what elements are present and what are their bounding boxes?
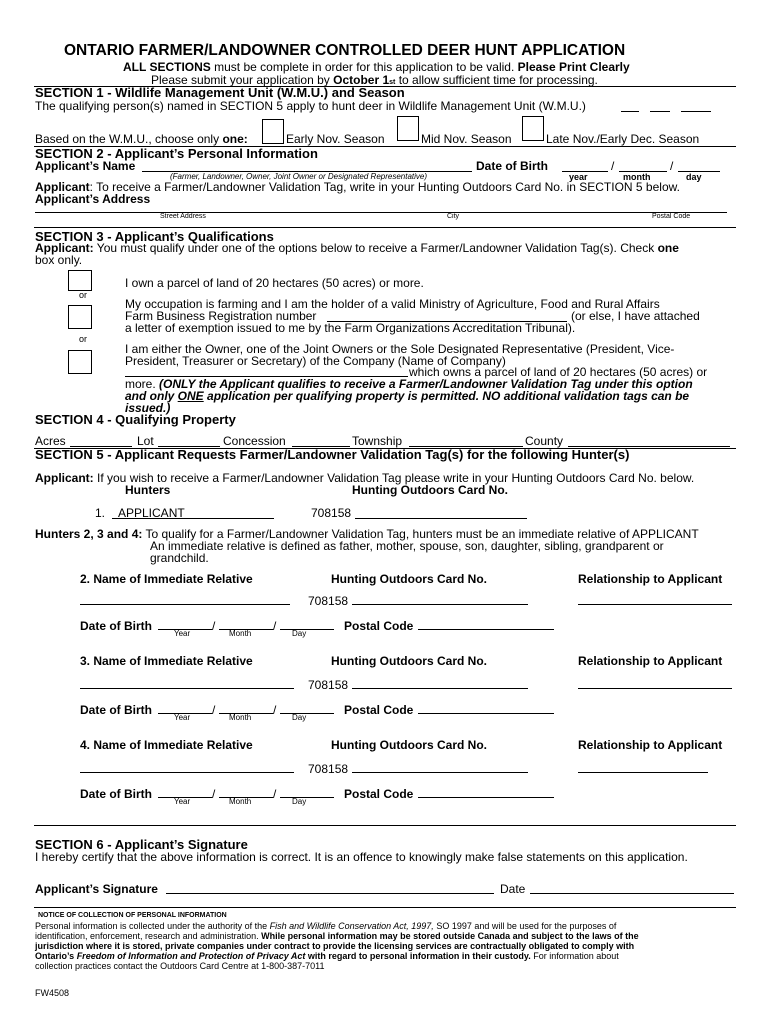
relative2-postal-label: Postal Code — [344, 619, 414, 633]
acres-label: Acres — [35, 434, 66, 448]
hunters-col-header: Hunters — [125, 483, 171, 497]
city-hint: City — [447, 213, 460, 220]
relative4-postal-field[interactable] — [418, 797, 554, 798]
hunter1-card-field[interactable] — [355, 518, 527, 519]
late-nov-label: Late Nov./Early Dec. Season — [546, 132, 700, 146]
notice-line-2: identification, enforcement, research and administration. While personal information may be stored outside Canada and subject to the laws of the — [35, 931, 639, 941]
relative4-label: 4. Name of Immediate Relative — [80, 738, 253, 752]
notice-heading: NOTICE OF COLLECTION OF PERSONAL INFORMATION — [38, 912, 227, 919]
year-hint: Year — [174, 629, 191, 638]
form-title: ONTARIO FARMER/LANDOWNER CONTROLLED DEER HUNT APPLICATION — [64, 42, 626, 59]
relative3-rel-header: Relationship to Applicant — [578, 654, 723, 668]
owner-label-5: and only ONE application per qualifying property is permitted. NO additional validation tags can be — [125, 389, 690, 403]
mid-nov-checkbox[interactable] — [397, 116, 419, 141]
township-label: Township — [352, 434, 403, 448]
street-hint: Street Address — [160, 213, 206, 220]
certify-text: I hereby certify that the above information is correct. It is an offence to knowingly make false statements on this application. — [35, 850, 688, 864]
relative2-label: 2. Name of Immediate Relative — [80, 572, 253, 586]
lot-label: Lot — [137, 434, 154, 448]
month-hint: Month — [229, 713, 252, 722]
month-hint: Month — [229, 629, 252, 638]
relative3-label: 3. Name of Immediate Relative — [80, 654, 253, 668]
or-label: or — [79, 290, 88, 300]
relative3-postal-label: Postal Code — [344, 703, 414, 717]
owner-label-3: which owns a parcel of land of 20 hectares (50 acres) or — [409, 365, 708, 379]
day-hint: Day — [292, 629, 307, 638]
month-hint: Month — [229, 797, 252, 806]
divider — [34, 227, 736, 228]
notice-line-1: Personal information is collected under the authority of the Fish and Wildlife Conservation Act, 1997, SO 1997 and will be used for the purposes of — [35, 921, 617, 931]
relative3-card-header: Hunting Outdoors Card No. — [331, 654, 487, 668]
relative4-card-header: Hunting Outdoors Card No. — [331, 738, 487, 752]
qualification-intro: Applicant: You must qualify under one of the options below to receive a Farmer/Landowner Validation Tag(s). Check one — [35, 241, 679, 255]
year-hint: year — [569, 172, 588, 182]
early-nov-checkbox[interactable] — [262, 119, 284, 144]
notice-line-3: jurisdiction where it is stored, private companies under contract to provide the licensing services are contractually obligated to comply with — [35, 941, 635, 951]
slash: / — [273, 787, 277, 801]
county-label: County — [525, 434, 564, 448]
owner-label-2: President, Treasurer or Secretary) of the Company (Name of Company) — [125, 354, 506, 368]
dob-label: Date of Birth — [476, 159, 548, 173]
signature-field[interactable] — [166, 893, 494, 894]
relative2-postal-field[interactable] — [418, 629, 554, 630]
signature-date-field[interactable] — [530, 893, 734, 894]
section5-heading: SECTION 5 - Applicant Requests Farmer/Landowner Validation Tag(s) for the following Hunter(s) — [35, 447, 630, 462]
divider — [34, 907, 736, 908]
postal-hint: Postal Code — [652, 213, 691, 220]
applicant-name-label: Applicant’s Name — [35, 159, 136, 173]
season-choose-label: Based on the W.M.U., choose only one: — [35, 132, 248, 146]
owner-label-1: I am either the Owner, one of the Joint Owners or the Sole Designated Representative (President, Vice- — [125, 342, 675, 356]
day-hint: Day — [292, 713, 307, 722]
concession-label: Concession — [223, 434, 286, 448]
hunter1-name-line — [112, 518, 274, 519]
section1-heading: SECTION 1 - Wildlife Management Unit (W.M.U.) and Season — [35, 85, 405, 100]
owner-label-4: more. (ONLY the Applicant qualifies to receive a Farmer/Landowner Validation Tag under this option — [125, 377, 693, 391]
relative3-postal-field[interactable] — [418, 713, 554, 714]
hunters-note-1: Hunters 2, 3 and 4: To qualify for a Farmer/Landowner Validation Tag, hunters must be an immediate relative of APPLICANT — [35, 527, 699, 541]
relative4-name-field[interactable] — [80, 772, 294, 773]
hunters-note-2: An immediate relative is defined as father, mother, spouse, son, daughter, sibling, grandparent or — [150, 539, 664, 553]
notice-line-5: collection practices contact the Outdoors Card Centre at 1-800-387-7011 — [35, 961, 325, 971]
own-land-checkbox[interactable] — [68, 270, 92, 291]
relative4-relationship-field[interactable] — [578, 772, 708, 773]
section6-heading: SECTION 6 - Applicant’s Signature — [35, 837, 248, 852]
relative2-dob-label: Date of Birth — [80, 619, 152, 633]
wmu-field-2[interactable] — [650, 111, 670, 112]
relative3-card-prefix: 708158 — [308, 678, 349, 692]
day-hint: day — [686, 172, 702, 182]
day-hint: Day — [292, 797, 307, 806]
hunters-note-3: grandchild. — [150, 551, 209, 565]
relative2-card-field[interactable] — [352, 604, 528, 605]
relative2-name-field[interactable] — [80, 604, 290, 605]
section5-intro: Applicant: If you wish to receive a Farmer/Landowner Validation Tag please write in your Hunting Outdoors Card No. below. — [35, 471, 695, 485]
signature-label: Applicant’s Signature — [35, 882, 158, 896]
relative4-postal-label: Postal Code — [344, 787, 414, 801]
farming-label-1: My occupation is farming and I am the holder of a valid Ministry of Agriculture, Food and Rural Affairs — [125, 297, 660, 311]
month-hint: month — [623, 172, 651, 182]
qualification-intro-2: box only. — [35, 253, 83, 267]
section2-heading: SECTION 2 - Applicant’s Personal Information — [35, 146, 318, 161]
notice-line-4: Ontario’s Freedom of Information and Protection of Privacy Act with regard to personal information in their custody. For information about — [35, 951, 619, 961]
name-hint: (Farmer, Landowner, Owner, Joint Owner or Designated Representative) — [170, 172, 428, 181]
section3-heading: SECTION 3 - Applicant’s Qualifications — [35, 229, 274, 244]
farming-label-3: (or else, I have attached — [571, 309, 700, 323]
wmu-text: The qualifying person(s) named in SECTION 5 apply to hunt deer in Wildlife Management Unit (W.M.U.) — [35, 99, 586, 113]
address-label: Applicant’s Address — [35, 192, 151, 206]
farming-label-2: Farm Business Registration number — [125, 309, 317, 323]
relative3-card-field[interactable] — [352, 688, 528, 689]
relative3-dob-day[interactable] — [280, 713, 334, 714]
slash: / — [212, 703, 216, 717]
relative4-dob-label: Date of Birth — [80, 787, 152, 801]
deadline-note: Please submit your application by October 1st to allow sufficient time for processing. — [151, 73, 598, 87]
owner-checkbox[interactable] — [68, 350, 92, 374]
year-hint: Year — [174, 797, 191, 806]
divider — [34, 86, 736, 87]
card-col-header: Hunting Outdoors Card No. — [352, 483, 508, 497]
slash: / — [212, 619, 216, 633]
relative2-card-prefix: 708158 — [308, 594, 349, 608]
or-label: or — [79, 334, 88, 344]
relative2-card-header: Hunting Outdoors Card No. — [331, 572, 487, 586]
late-nov-checkbox[interactable] — [522, 116, 544, 141]
relative2-relationship-field[interactable] — [578, 604, 732, 605]
relative4-card-field[interactable] — [352, 772, 528, 773]
owner-label-6: issued.) — [125, 401, 171, 415]
validity-note: ALL SECTIONS must be complete in order for this application to be valid. Please Print Clearly — [123, 60, 630, 74]
farming-checkbox[interactable] — [68, 305, 92, 329]
wmu-field-3[interactable] — [681, 111, 711, 112]
dob-slash: / — [670, 159, 674, 173]
address-field[interactable] — [35, 212, 727, 213]
farming-label-4: a letter of exemption issued to me by the Farm Organizations Accreditation Tribunal). — [125, 321, 576, 335]
mid-nov-label: Mid Nov. Season — [421, 132, 512, 146]
hunter1-number: 1. — [95, 506, 106, 520]
relative3-relationship-field[interactable] — [578, 688, 732, 689]
date-label: Date — [500, 882, 526, 896]
relative2-dob-day[interactable] — [280, 629, 334, 630]
dob-slash: / — [611, 159, 615, 173]
relative3-name-field[interactable] — [80, 688, 294, 689]
relative4-dob-day[interactable] — [280, 797, 334, 798]
slash: / — [273, 703, 277, 717]
slash: / — [273, 619, 277, 633]
divider — [34, 825, 736, 826]
section4-heading: SECTION 4 - Qualifying Property — [35, 412, 236, 427]
applicant-note: Applicant: To receive a Farmer/Landowner Validation Tag, write in your Hunting Outdoors Card No. in SECTION 5 below. — [35, 180, 680, 194]
early-nov-label: Early Nov. Season — [286, 132, 385, 146]
relative2-rel-header: Relationship to Applicant — [578, 572, 723, 586]
wmu-field-1[interactable] — [621, 111, 639, 112]
slash: / — [212, 787, 216, 801]
relative4-rel-header: Relationship to Applicant — [578, 738, 723, 752]
hunter1-card-prefix: 708158 — [311, 506, 352, 520]
own-land-label: I own a parcel of land of 20 hectares (50 acres) or more. — [125, 276, 424, 290]
year-hint: Year — [174, 713, 191, 722]
hunter1-name: APPLICANT — [118, 506, 185, 520]
form-id: FW4508 — [35, 988, 70, 998]
relative4-card-prefix: 708158 — [308, 762, 349, 776]
relative3-dob-label: Date of Birth — [80, 703, 152, 717]
